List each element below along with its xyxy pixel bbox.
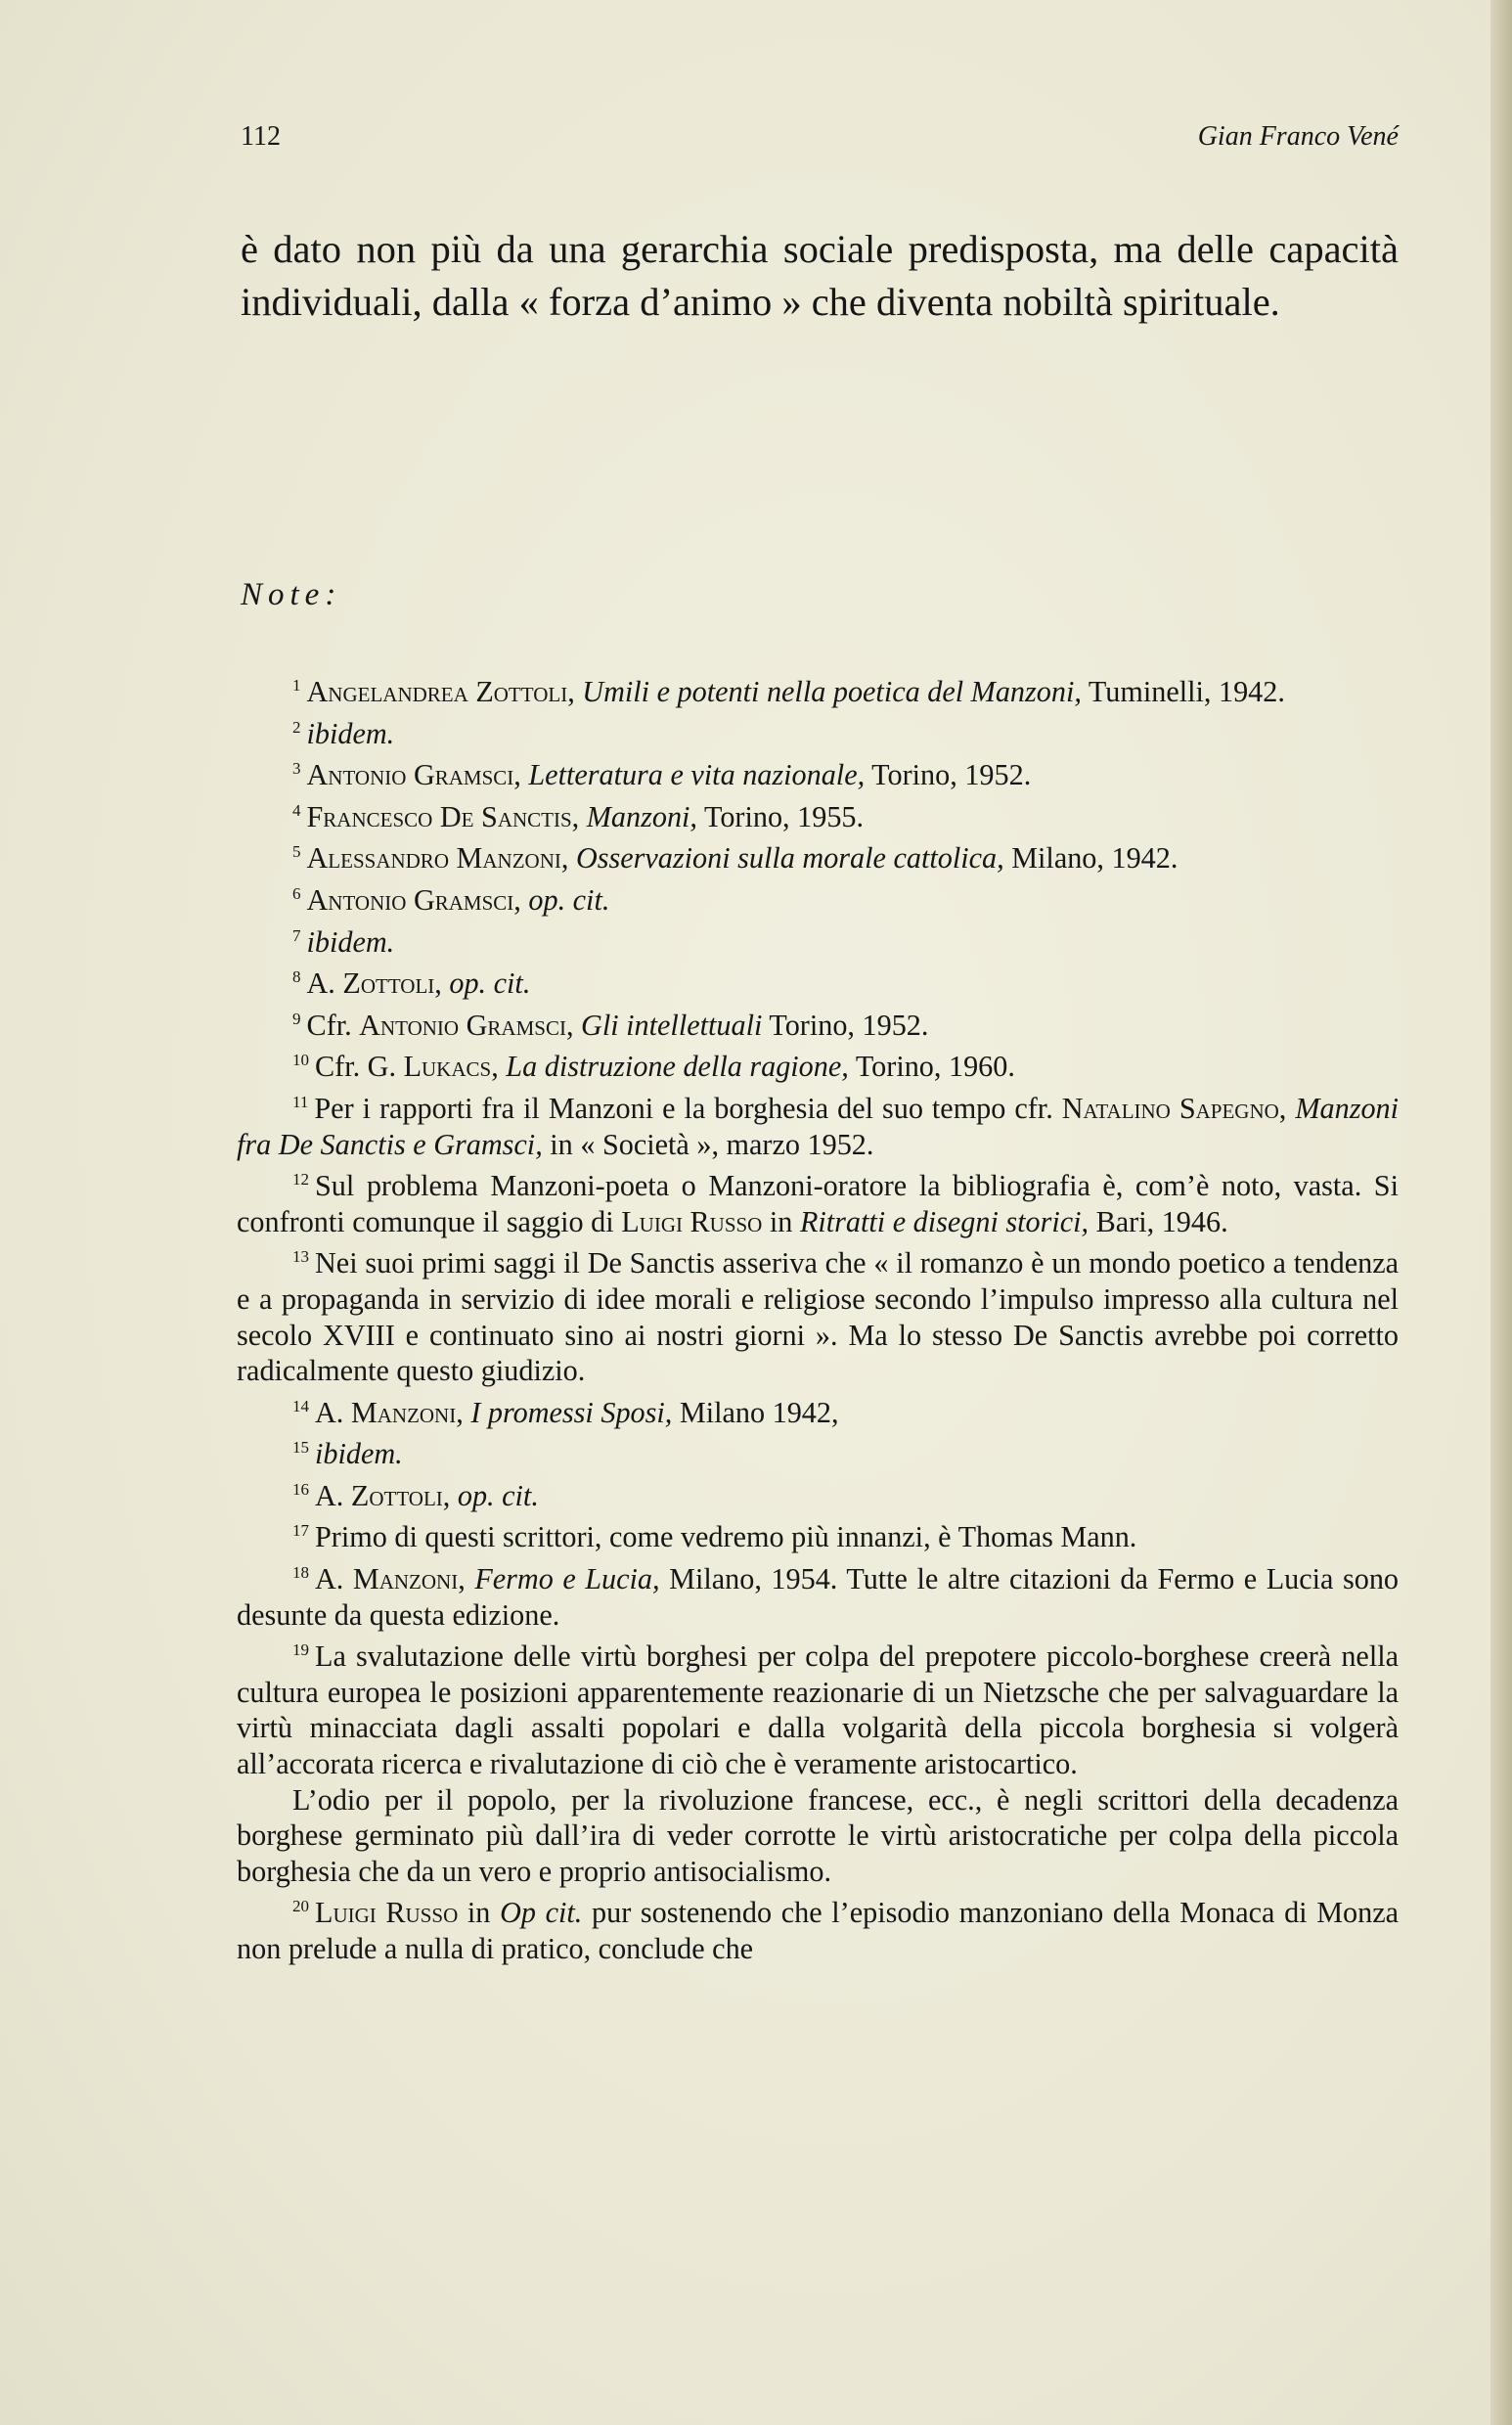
footnote-mid: in bbox=[769, 1204, 793, 1238]
footnote-mid: in bbox=[467, 1896, 491, 1930]
body-paragraph: è dato non più da una gerarchia sociale predisposta, ma delle capacità individuali, dalla « forza d’animo » che diventa nobiltà spirituale. bbox=[241, 227, 1399, 324]
footnote bbox=[237, 751, 1399, 793]
footnote bbox=[237, 1513, 1399, 1555]
footnote-number: 19 bbox=[292, 1640, 309, 1660]
footnote-pre: Nei suoi primi saggi il De Sanctis asseriva che « il romanzo è un mondo poetico a tendenza e a propaganda in servizio di idee morali e religiose secondo l’impulso impresso alla cultura nel secolo XVIII e continuato sino ai nostri giorni ». Ma lo stesso De Sanctis avrebbe poi corretto radicalmente questo giudizio. bbox=[237, 1246, 1399, 1388]
footnote bbox=[237, 1633, 1399, 1781]
footnote-pre: La svalutazione delle virtù borghesi per colpa del prepotere piccolo-borghese creerà nella cultura europea le posizioni apparentemente reazionarie di un Nietzsche che per salvaguardare la virtù minacciata dagli assalti popolari e dalla volgarità della piccola borghesia si volgerà all’accorata ricerca e rivalutazione di ciò che è veramente aristocartico. bbox=[237, 1639, 1399, 1781]
footnote-number: 17 bbox=[292, 1521, 309, 1541]
footnote bbox=[237, 919, 1399, 961]
footnote-number: 13 bbox=[292, 1247, 309, 1267]
footnote-title: ibidem. bbox=[306, 716, 395, 750]
footnote-title: Manzoni fra De Sanctis e Gramsci, bbox=[237, 1091, 1400, 1161]
footnote-title: Manzoni, bbox=[586, 799, 697, 833]
footnote-number: 8 bbox=[292, 967, 301, 987]
footnote-title: op. cit. bbox=[528, 882, 610, 917]
footnote bbox=[237, 1555, 1399, 1633]
footnote-title: Umili e potenti nella poetica del Manzoni, bbox=[582, 675, 1082, 708]
footnote-rest: Milano 1942, bbox=[679, 1395, 839, 1429]
footnote-rest: Torino, 1955. bbox=[703, 799, 865, 833]
footnote-number: 5 bbox=[292, 842, 301, 862]
footnote-author: A. Zottoli, bbox=[315, 1478, 451, 1512]
footnote-title: Osservazioni sulla morale cattolica, bbox=[575, 841, 1004, 876]
page-header bbox=[241, 121, 1399, 160]
footnote bbox=[237, 1889, 1399, 1966]
footnote-number: 7 bbox=[292, 925, 301, 945]
footnote-number: 4 bbox=[292, 800, 301, 820]
main-text bbox=[241, 223, 1399, 329]
footnote-author: Luigi Russo bbox=[315, 1896, 459, 1930]
footnote-author: Angelandrea Zottoli, bbox=[306, 675, 575, 708]
footnote-number: 3 bbox=[292, 759, 301, 779]
footnote-rest: pur sostenendo che l’episodio manzoniano della Monaca di Monza non prelude a nulla di pratico, conclude che bbox=[237, 1896, 1400, 1965]
footnote-number: 10 bbox=[292, 1051, 309, 1070]
footnote bbox=[237, 668, 1399, 710]
footnote-rest: Milano, 1954. Tutte le altre citazioni da Fermo e Lucia sono desunte da questa edizione. bbox=[237, 1562, 1400, 1632]
footnote-title: ibidem. bbox=[306, 924, 395, 959]
footnote-rest: Tuminelli, 1942. bbox=[1088, 675, 1285, 708]
footnotes bbox=[237, 668, 1399, 1967]
footnote-rest: Torino, 1960. bbox=[855, 1050, 1015, 1084]
footnote-author: Luigi Russo bbox=[621, 1204, 763, 1238]
footnote bbox=[237, 834, 1399, 876]
footnote-title: Ritratti e disegni storici, bbox=[799, 1204, 1090, 1238]
footnote-number: 16 bbox=[292, 1479, 309, 1499]
footnote-title: Gli intellettuali bbox=[581, 1008, 763, 1042]
footnote bbox=[237, 710, 1399, 752]
footnote-author: A. Zottoli, bbox=[306, 966, 442, 1001]
footnote bbox=[237, 1239, 1399, 1388]
footnote bbox=[237, 1002, 1399, 1044]
page-number: 112 bbox=[241, 121, 281, 152]
footnote-author: Natalino Sapegno, bbox=[1061, 1091, 1287, 1125]
footnote bbox=[237, 876, 1399, 919]
notes-heading: Note: bbox=[241, 577, 342, 612]
footnote-author: Alessandro Manzoni, bbox=[306, 841, 569, 876]
footnote-pre: Primo di questi scrittori, come vedremo più innanzi, è Thomas Mann. bbox=[315, 1520, 1137, 1554]
footnote-title: ibidem. bbox=[315, 1437, 403, 1471]
footnote-author: Antonio Gramsci, bbox=[306, 758, 521, 792]
footnote-rest: Bari, 1946. bbox=[1095, 1204, 1228, 1238]
footnote-title: op. cit. bbox=[457, 1478, 539, 1512]
footnote-number: 11 bbox=[292, 1092, 309, 1111]
footnote-number: 12 bbox=[292, 1170, 309, 1190]
footnote-rest: Torino, 1952. bbox=[871, 758, 1032, 792]
footnote-pre: Cfr. bbox=[306, 1008, 352, 1042]
footnote bbox=[237, 793, 1399, 835]
footnote-pre: L’odio per il popolo, per la rivoluzione francese, ecc., è negli scrittori della decadenza borghese germinato più dall’ira di veder corrotte le virtù aristocratiche per colpa della piccola borghesia che da un vero e proprio antisocialismo. bbox=[237, 1782, 1399, 1888]
footnote bbox=[237, 1043, 1399, 1085]
footnote-number: 20 bbox=[292, 1897, 309, 1916]
footnote-number: 1 bbox=[292, 676, 301, 695]
footnote-title: op. cit. bbox=[449, 966, 531, 1001]
footnote-author: Antonio Gramsci, bbox=[306, 882, 521, 917]
page-edge bbox=[1490, 0, 1512, 2425]
footnote-pre: Sul problema Manzoni-poeta o Manzoni-oratore la bibliografia è, com’è noto, vasta. Si confronti comunque il saggio di bbox=[237, 1169, 1399, 1238]
footnote-author: A. Manzoni, bbox=[315, 1395, 464, 1429]
footnote-author: Antonio Gramsci, bbox=[359, 1008, 574, 1042]
footnote bbox=[237, 1162, 1399, 1239]
footnote-pre: Per i rapporti fra il Manzoni e la borghesia del suo tempo cfr. bbox=[314, 1091, 1053, 1125]
footnote bbox=[237, 1472, 1399, 1514]
footnote-rest: Milano, 1942. bbox=[1011, 841, 1178, 876]
footnote-number: 15 bbox=[292, 1438, 309, 1458]
running-head: Gian Franco Vené bbox=[1197, 121, 1399, 152]
footnote-number: 2 bbox=[292, 717, 301, 737]
footnote-author: A. Manzoni, bbox=[315, 1562, 466, 1596]
footnote-author: Francesco De Sanctis, bbox=[306, 799, 580, 833]
footnote-title: Fermo e Lucia, bbox=[474, 1562, 660, 1596]
footnote bbox=[237, 1085, 1399, 1162]
footnote bbox=[237, 1782, 1399, 1890]
footnote-rest: Torino, 1952. bbox=[769, 1008, 929, 1042]
footnote-author: G. Lukacs, bbox=[367, 1050, 499, 1084]
footnote bbox=[237, 1430, 1399, 1472]
footnote-number: 14 bbox=[292, 1396, 309, 1415]
footnote-title: I promessi Sposi, bbox=[470, 1395, 673, 1429]
footnote-number: 18 bbox=[292, 1563, 309, 1583]
footnote-rest: in « Società », marzo 1952. bbox=[550, 1127, 874, 1161]
footnote-title: Letteratura e vita nazionale, bbox=[528, 758, 866, 792]
footnote-number: 9 bbox=[292, 1009, 301, 1028]
footnote bbox=[237, 1389, 1399, 1431]
footnote-title: Op cit. bbox=[500, 1896, 583, 1930]
footnote-number: 6 bbox=[292, 883, 301, 903]
footnote bbox=[237, 960, 1399, 1002]
footnote-title: La distruzione della ragione, bbox=[506, 1050, 849, 1084]
footnote-pre: Cfr. bbox=[315, 1050, 361, 1084]
